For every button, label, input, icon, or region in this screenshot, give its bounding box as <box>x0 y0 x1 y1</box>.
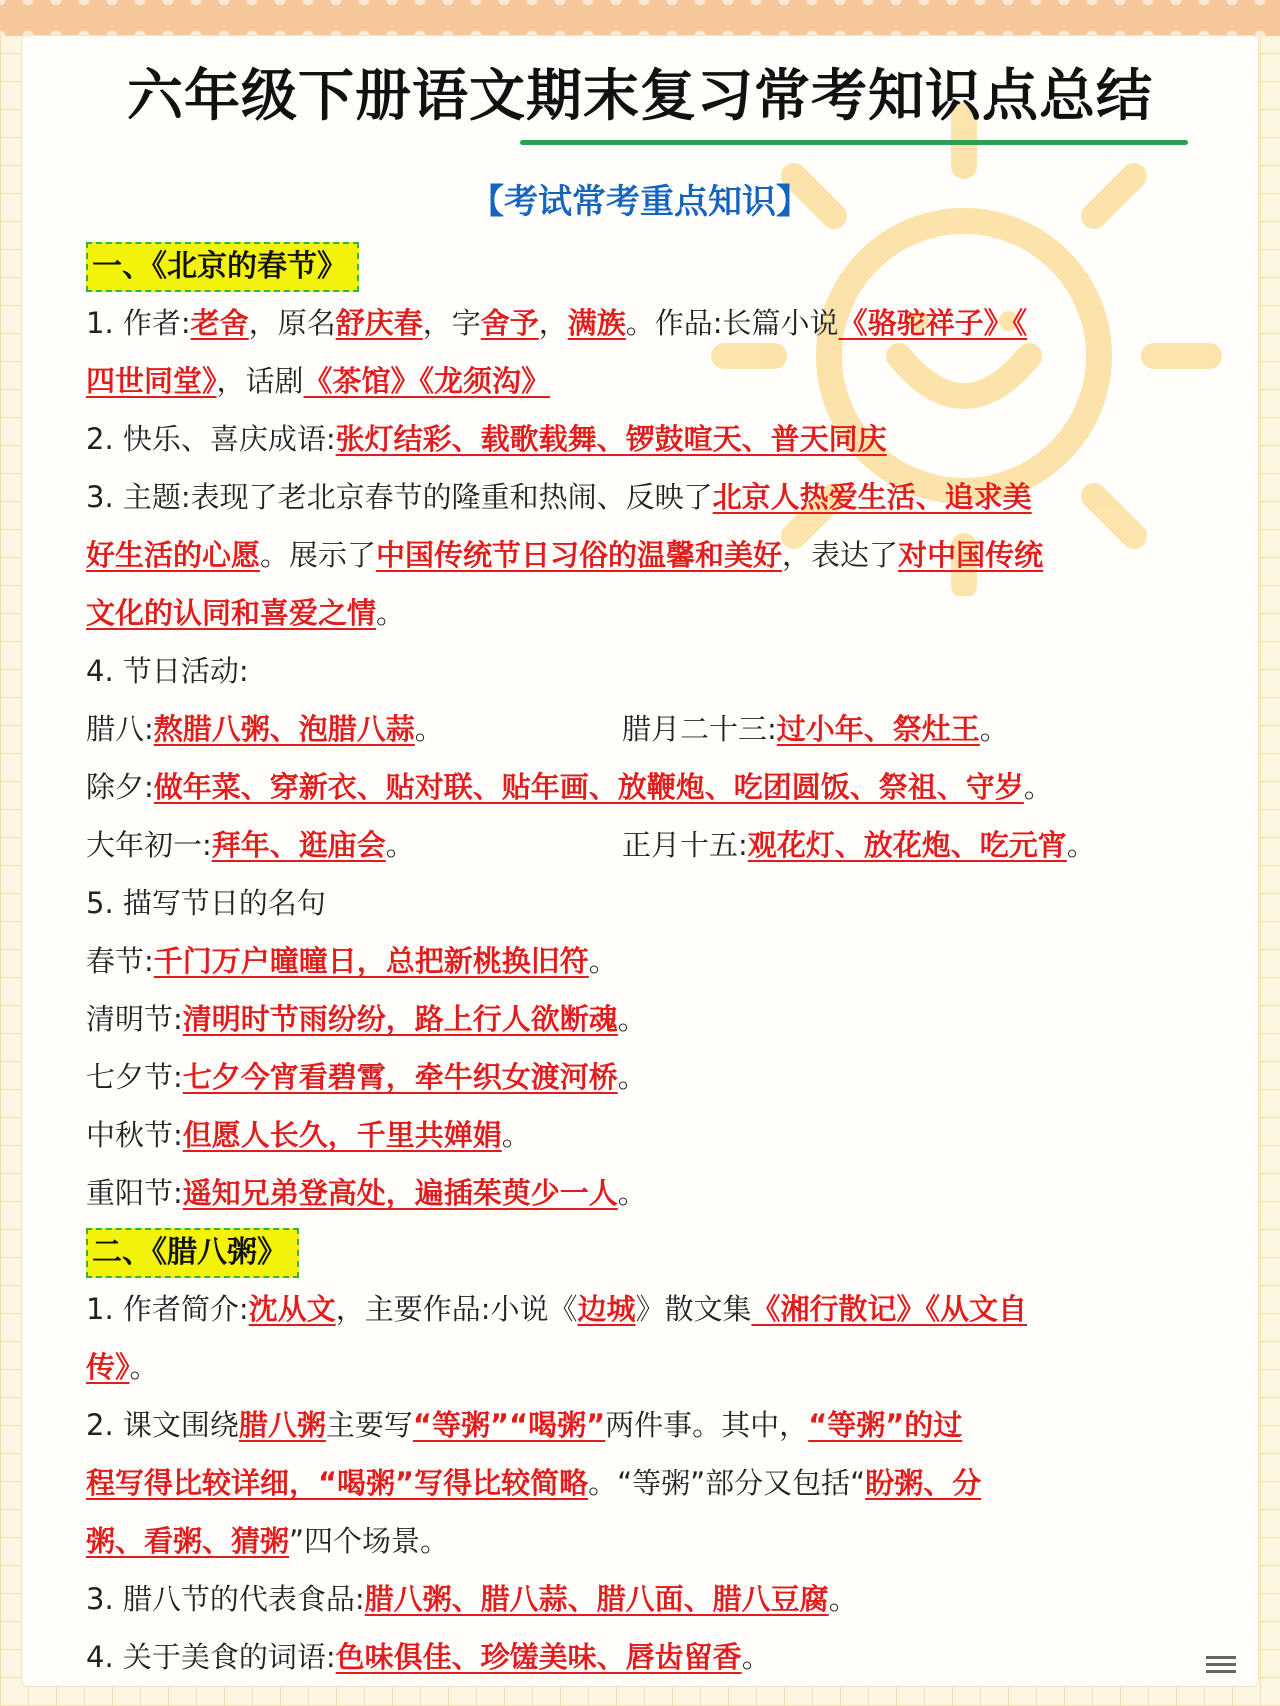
text: 5. 描写节日的名句 <box>86 886 326 920</box>
text: 清明节: <box>86 1002 183 1036</box>
highlight: 老舍 <box>190 306 249 340</box>
text: 。 <box>376 596 406 630</box>
s1-activities-row3 <box>86 816 1226 874</box>
text: 1. 作者简介: <box>86 1292 249 1326</box>
text: 。 <box>385 828 415 862</box>
poem-row <box>86 1048 1226 1106</box>
s1-author-line1 <box>86 294 1226 352</box>
text: 4. 关于美食的词语: <box>86 1640 336 1674</box>
poem-row <box>86 1164 1226 1222</box>
section2-heading-row <box>86 1222 1226 1280</box>
text: ，字 <box>422 306 481 340</box>
section1-heading: 一、《北京的春节》 <box>86 242 359 292</box>
highlight: 盼粥、分 <box>865 1466 982 1500</box>
highlight: 观花灯、放花炮、吃元宵 <box>747 828 1067 862</box>
text: ，表达了 <box>782 538 899 572</box>
text: 2. 课文围绕 <box>86 1408 239 1442</box>
s1-activities-row2 <box>86 758 1226 816</box>
text: 3. 腊八节的代表食品: <box>86 1582 365 1616</box>
highlight: 文化的认同和喜爱之情 <box>86 596 377 630</box>
text: ”四个场景。 <box>289 1524 450 1558</box>
s2-structure-line3 <box>86 1512 1226 1570</box>
highlight: 边城 <box>577 1292 636 1326</box>
s2-foods-line <box>86 1570 1226 1628</box>
title-underline <box>520 140 1188 145</box>
text: 春节: <box>86 944 154 978</box>
highlight: 熬腊八粥、泡腊八蒜 <box>153 712 415 746</box>
poem-row <box>86 990 1226 1048</box>
s1-theme-line3 <box>86 584 1226 642</box>
text: ， <box>538 306 568 340</box>
text: 。 <box>617 1060 647 1094</box>
text: 。 <box>1023 770 1053 804</box>
s2-structure-line1 <box>86 1396 1226 1454</box>
s2-author-line2 <box>86 1338 1226 1396</box>
text: 》散文集 <box>635 1292 752 1326</box>
text: 大年初一: <box>86 828 212 862</box>
highlight: 但愿人长久，千里共婵娟 <box>182 1118 502 1152</box>
text: 3. 主题:表现了老北京春节的隆重和热闹、反映了 <box>86 480 713 514</box>
highlight: 腊八粥 <box>238 1408 326 1442</box>
text: ，原名 <box>248 306 336 340</box>
text: 除夕: <box>86 770 154 804</box>
section1-heading-row <box>86 236 1226 294</box>
text: 2. 快乐、喜庆成语: <box>86 422 336 456</box>
highlight: 传》 <box>86 1350 130 1384</box>
s1-author-line2 <box>86 352 1226 410</box>
col2 <box>622 700 1009 758</box>
menu-lines-icon <box>1206 1656 1236 1676</box>
highlight: 中国传统节日习俗的温馨和美好 <box>376 538 783 572</box>
text: 。 <box>828 1582 858 1616</box>
text: 1. 作者: <box>86 306 191 340</box>
page-title: 六年级下册语文期末复习常考知识点总结 <box>127 64 1153 129</box>
text: 腊月二十三: <box>622 712 777 746</box>
s1-theme-line2 <box>86 526 1226 584</box>
highlight: 做年菜、穿新衣、贴对联、贴年画、放鞭炮、吃团圆饭、祭祖、守岁 <box>153 770 1024 804</box>
highlight: “等粥”的过 <box>808 1408 963 1442</box>
poem-row <box>86 1106 1226 1164</box>
highlight: 沈从文 <box>248 1292 336 1326</box>
s1-activities-row1 <box>86 700 1226 758</box>
text: 。 <box>979 712 1009 746</box>
text: 。 <box>501 1118 531 1152</box>
text: 。“等粥”部分又包括“ <box>588 1466 866 1500</box>
text: ，话剧 <box>216 364 304 398</box>
highlight: 《茶馆》《龙须沟》 <box>303 364 551 398</box>
highlight: 对中国传统 <box>898 538 1044 572</box>
document-page <box>22 36 1258 1686</box>
text: 。 <box>617 1002 647 1036</box>
text: 。 <box>741 1640 771 1674</box>
section2-heading: 二、《腊八粥》 <box>86 1228 299 1278</box>
text: 重阳节: <box>86 1176 183 1210</box>
s1-poems-label <box>86 874 1226 932</box>
text: 主要写 <box>325 1408 413 1442</box>
s2-words-line <box>86 1628 1226 1686</box>
page-subtitle: 【考试常考重点知识】 <box>470 182 810 222</box>
highlight: 四世同堂》 <box>86 364 217 398</box>
text: 腊八: <box>86 712 154 746</box>
text: 两件事。其中， <box>605 1408 809 1442</box>
s1-activities-label <box>86 642 1226 700</box>
main-content <box>86 236 1226 1686</box>
s1-theme-line1 <box>86 468 1226 526</box>
highlight: 腊八粥、腊八蒜、腊八面、腊八豆腐 <box>364 1582 829 1616</box>
text: 正月十五: <box>622 828 748 862</box>
highlight: 《骆驼祥子》《 <box>838 306 1028 340</box>
text: 。 <box>1066 828 1096 862</box>
highlight: 张灯结彩、载歌载舞、锣鼓喧天、普天同庆 <box>335 422 887 456</box>
text: 。展示了 <box>260 538 377 572</box>
s1-idioms-line <box>86 410 1226 468</box>
text: 。 <box>129 1350 159 1384</box>
text: 七夕节: <box>86 1060 183 1094</box>
highlight: 程写得比较详细，“喝粥”写得比较简略 <box>86 1466 589 1500</box>
highlight: 七夕今宵看碧霄，牵牛织女渡河桥 <box>182 1060 618 1094</box>
highlight: 粥、看粥、猜粥 <box>86 1524 290 1558</box>
highlight: 好生活的心愿 <box>86 538 261 572</box>
highlight: 色味俱佳、珍馐美味、唇齿留香 <box>335 1640 742 1674</box>
highlight: 清明时节雨纷纷，路上行人欲断魂 <box>182 1002 618 1036</box>
decorative-top-band <box>0 0 1280 36</box>
highlight: 舍予 <box>480 306 539 340</box>
text: 。 <box>588 944 618 978</box>
highlight: 《湘行散记》《从文自 <box>751 1292 1028 1326</box>
highlight: 满族 <box>567 306 626 340</box>
col2 <box>622 816 1096 874</box>
text: 。作品:长篇小说 <box>625 306 839 340</box>
poem-row <box>86 932 1226 990</box>
text: 。 <box>414 712 444 746</box>
s2-structure-line2 <box>86 1454 1226 1512</box>
text: 中秋节: <box>86 1118 183 1152</box>
text: 4. 节日活动: <box>86 654 249 688</box>
highlight: “等粥”“喝粥” <box>412 1408 606 1442</box>
text: ，主要作品:小说《 <box>335 1292 578 1326</box>
highlight: 千门万户曈曈日，总把新桃换旧符 <box>153 944 589 978</box>
highlight: 过小年、祭灶王 <box>776 712 980 746</box>
s2-author-line1 <box>86 1280 1226 1338</box>
highlight: 遥知兄弟登高处，遍插茱萸少一人 <box>182 1176 618 1210</box>
highlight: 北京人热爱生活、追求美 <box>712 480 1032 514</box>
highlight: 拜年、逛庙会 <box>211 828 386 862</box>
text: 。 <box>617 1176 647 1210</box>
highlight: 舒庆春 <box>335 306 423 340</box>
